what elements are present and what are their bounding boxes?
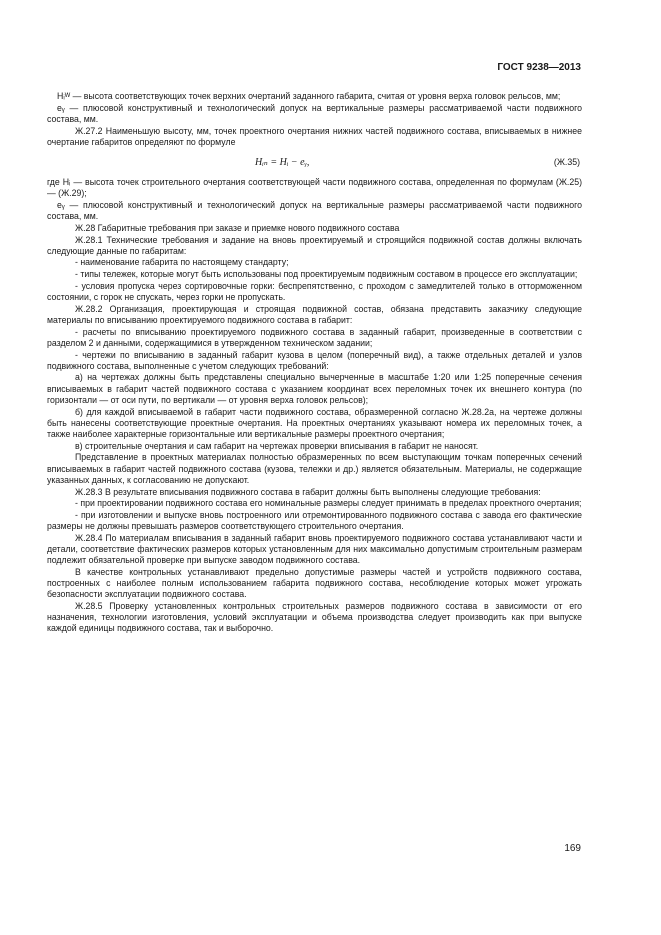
formula-expression: Hᵢₙ = Hᵢ − eᵧ, bbox=[255, 157, 310, 169]
paragraph: - чертежи по вписыванию в заданный габарит кузова в целом (поперечный вид), а также отдельных деталей и узлов подвижного состава, выполненные с учетом следующих требований: bbox=[47, 349, 582, 371]
formula-block bbox=[47, 151, 582, 175]
paragraph: - при изготовлении и выпуске вновь построенного или отремонтированного подвижного состава с завода его фактические размеры не должны превышать размеров соответствующего строительного очертания. bbox=[47, 509, 582, 532]
paragraph: где Hᵢ — высота точек строительного очертания соответствующей части подвижного состава, определенная по формулам (Ж.25) — (Ж.29); bbox=[47, 177, 582, 199]
paragraph: Ж.28.3 В результате вписывания подвижного состава в габарит должны быть выполнены следующие требования: bbox=[75, 486, 541, 497]
paragraph: eᵧ — плюсовой конструктивный и технологический допуск на вертикальные размеры рассматриваемой части подвижного состава, мм. bbox=[47, 102, 582, 124]
paragraph: Ж.28.2 Организация, проектирующая и строящая подвижной состав, обязана представить заказчику следующие материалы по вписыванию проектируемого подвижного состава в габарит: bbox=[47, 303, 582, 325]
paragraph: Ж.28.5 Проверку установленных контрольных строительных размеров подвижного состава в зависимости от его назначения, технологии изготовления, условий эксплуатации и объема производства следует производить как при выпуске каждой единицы подвижного состава, так и выборочно. bbox=[47, 601, 582, 634]
paragraph: eᵧ — плюсовой конструктивный и технологический допуск на вертикальные размеры рассматриваемой части подвижного состава, мм. bbox=[47, 199, 582, 222]
document-body bbox=[47, 91, 582, 635]
paragraph: - при проектировании подвижного состава его номинальные размеры следует принимать в пределах проектного очертания; bbox=[75, 498, 582, 509]
paragraph: Представление в проектных материалах полностью образмеренных по всем выступающим точкам поперечных сечений вписываемых в габарит частей подвижного состава (кузова, тележки и др.) является обязательным. Материалы, не содержащие указанных данных, к согласованию не допускают. bbox=[47, 452, 582, 485]
paragraph: Ж.27.2 Наименьшую высоту, мм, точек проектного очертания нижних частей подвижного состава, вписываемых в нижнее очертание габаритов определяют по формуле bbox=[47, 125, 582, 147]
paragraph: в) строительные очертания и сам габарит на чертежах проверки вписывания в габарит не наносят. bbox=[75, 440, 479, 451]
page-number: 169 bbox=[564, 843, 581, 854]
paragraph: Ж.28.4 По материалам вписывания в заданный габарит вновь проектируемого подвижного состава устанавливают части и детали, соответствие фактических размеров которых установленным для них максимально допустимым строительным размерам подлежит обязательной проверке при выпуске заводом подвижного состава. bbox=[47, 532, 582, 566]
paragraph: Hᵢᵂ — высота соответствующих точек верхних очертаний заданного габарита, считая от уровня верха головок рельсов, мм; bbox=[57, 91, 561, 101]
paragraph: а) на чертежах должны быть представлены специально вычерченные в масштабе 1:20 или 1:25 поперечные сечения вписываемых в габарит частей подвижного состава с указанием координат всех переломных точек их внешнего контура (по горизонтали — от оси пути, по вертикали — от уровня верха головок рельсов); bbox=[47, 372, 582, 405]
paragraph: Ж.28.1 Технические требования и задание на вновь проектируемый и строящийся подвижной состав должны включать следующие данные по габаритам: bbox=[47, 234, 582, 256]
paragraph: В качестве контрольных устанавливают предельно допустимые размеры частей и устройств подвижного состава, построенных с наиболее полным использованием габарита подвижного состава, несоблюдение которых может угрожать безопасности эксплуатации подвижного состава. bbox=[47, 566, 582, 600]
paragraph: - типы тележек, которые могут быть использованы под проектируемым подвижным составом в процессе его эксплуатации; bbox=[75, 269, 578, 280]
paragraph: - расчеты по вписыванию проектируемого подвижного состава в заданный габарит, произведенные в соответствии с разделом 2 и данными, содержащимися в утвержденном техническом задании; bbox=[47, 326, 582, 348]
paragraph: - условия пропуска через сортировочные горки: беспрепятственно, с проходом с замедлителей только в отторможенном состоянии, с горок не спускать, через горки не пропускать. bbox=[47, 280, 582, 303]
paragraph: Ж.28 Габаритные требования при заказе и приемке нового подвижного состава bbox=[75, 222, 400, 233]
paragraph: - наименование габарита по настоящему стандарту; bbox=[75, 257, 289, 268]
document-header: ГОСТ 9238—2013 bbox=[497, 62, 581, 73]
formula-number: (Ж.35) bbox=[553, 157, 580, 168]
paragraph: б) для каждой вписываемой в габарит части подвижного состава, образмеренной согласно Ж.28.2а, на чертеже должны быть нанесены соответствующие проектные очертания. На проектных очертаниях указывают номера их переломных точек, а также наиболее характерные горизонтальные или вертикальные размеры проектного очертания; bbox=[47, 406, 582, 439]
